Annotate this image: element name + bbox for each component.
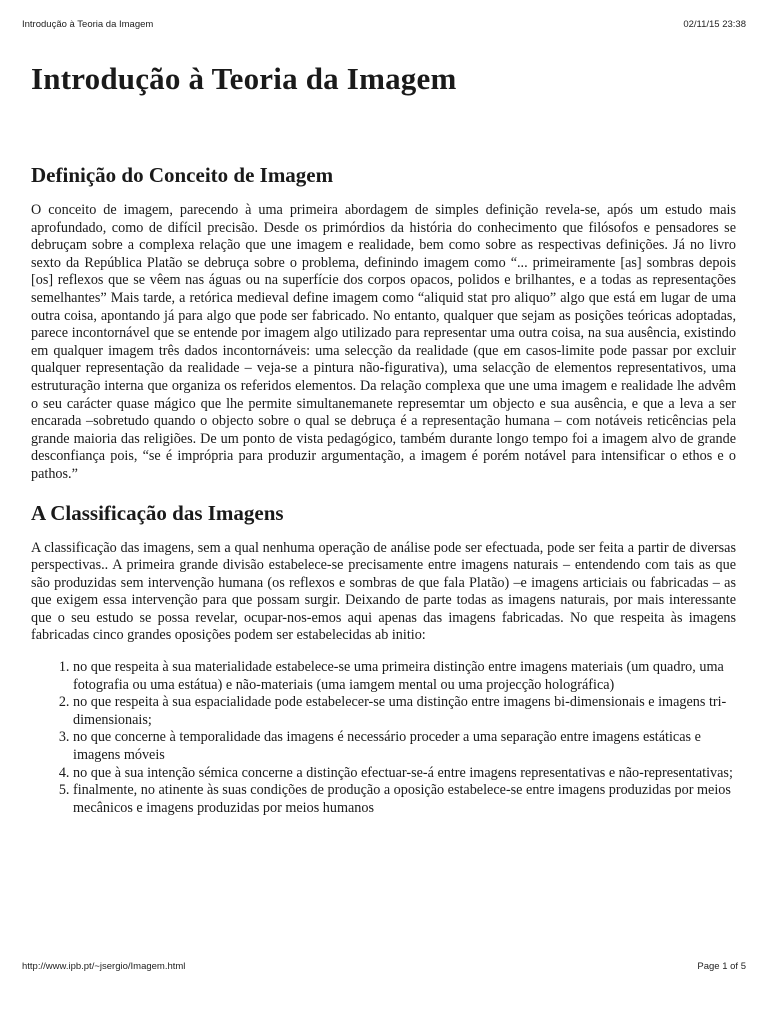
list-item: 2. no que respeita à sua espacialidade pode estabelecer-se uma distinção entre imagens bi-dimensionais e imagens tri-dimensionais; (73, 694, 736, 729)
list-item: 1. no que respeita à sua materialidade estabelece-se uma primeira distinção entre imagens materiais (um quadro, uma fotografia ou uma estátua) e não-materiais (uma iamgem mental ou uma projecção holográfica) (73, 659, 736, 694)
section-heading-classification: A Classificação das Imagens (31, 500, 284, 525)
classification-list (31, 659, 736, 817)
print-footer (22, 961, 746, 972)
footer-page-number: Page 1 of 5 (697, 961, 746, 972)
section-paragraph-classification: A classificação das imagens, sem a qual nenhuma operação de análise pode ser efectuada, pode ser feita a partir de diversas perspectivas.. A primeira grande divisão estabelece-se precisamente entre imagens naturais – entendendo com tais as que são produzidas sem intervenção humana (os reflexos e sombras de que fala Platão) –e imagens articiais ou fabricadas – as que exigem essa intervenção para que possam surgir. Deixando de parte todas as imagens naturais, por mais interessante que o seu estudo se possa revelar, ocupar-nos-emos aqui apenas das imagens fabricadas. No que respeita às imagens fabricadas cinco grandes oposições podem ser estabelecidas ab initio: (31, 539, 736, 644)
list-item: 5. finalmente, no atinente às suas condições de produção a oposição estabelece-se entre imagens produzidas por meios mecânicos e imagens produzidas por meios humanos (73, 782, 736, 817)
print-header (22, 19, 746, 30)
document-content (31, 56, 736, 817)
header-title: Introdução à Teoria da Imagem (22, 19, 154, 30)
section-heading-definition: Definição do Conceito de Imagem (31, 163, 334, 187)
page-title: Introdução à Teoria da Imagem (31, 61, 457, 96)
list-item: 3. no que concerne à temporalidade das imagens é necessário proceder a uma separação entre imagens estáticas e imagens móveis (73, 729, 736, 764)
footer-url: http://www.ipb.pt/~jsergio/Imagem.html (22, 961, 186, 972)
section-paragraph-definition: O conceito de imagem, parecendo à uma primeira abordagem de simples definição revela-se, após um estudo mais aprofundado, como de difícil precisão. Desde os primórdios da história do conhecimento que filósofos e pensadores se debruçam sobre a complexa relação que une imagem e realidade, bem como sobre as respectivas definições. Já no livro sexto da República Platão se debruça sobre o problema, definindo imagem como “... primeiramente [as] sombras depois [os] reflexos que se vêem nas águas ou na superfície dos corpos opacos, polidos e brilhantes, e a todas as representações semelhantes” Mais tarde, a retórica medieval define imagem como “aliquid stat pro aliquo” algo que está em lugar de uma outra coisa, apontando já para algo que pode ser fabricado. No entanto, qualquer que sejam as posições teóricas adoptadas, parece incontornável que se entende por imagem algo utilizado para representar uma outra coisa, na sua ausência, existindo em qualquer imagem três dados incontornáveis: uma selecção da realidade (que em casos-limite pode passar por excluir qualquer representação da realidade – veja-se a pintura não-figurativa), uma selacção de elementos representativos, uma estruturação interna que organiza os referidos elementos. Da relação complexa que une uma imagem e realidade lhe advêm o seu carácter quase mágico que lhe permite simultanemanete represemtar um objecto e sua ausência, e que a leva a ser encarada –sobretudo quando o objecto sobre o qual se debruça é a representação humana – com notáveis reticências pela grande maioria das religiões. De um ponto de vista pedagógico, também durante longo tempo foi a imagem alvo de grande desconfiança pois, “se é imprópria para produzir argumentação, a imagem é porém notável para intensificar o ethos e o pathos.” (31, 202, 736, 482)
list-item: 4. no que à sua intenção sémica concerne a distinção efectuar-se-á entre imagens representativas e não-representativas; (73, 765, 736, 783)
header-datetime: 02/11/15 23:38 (683, 19, 746, 30)
